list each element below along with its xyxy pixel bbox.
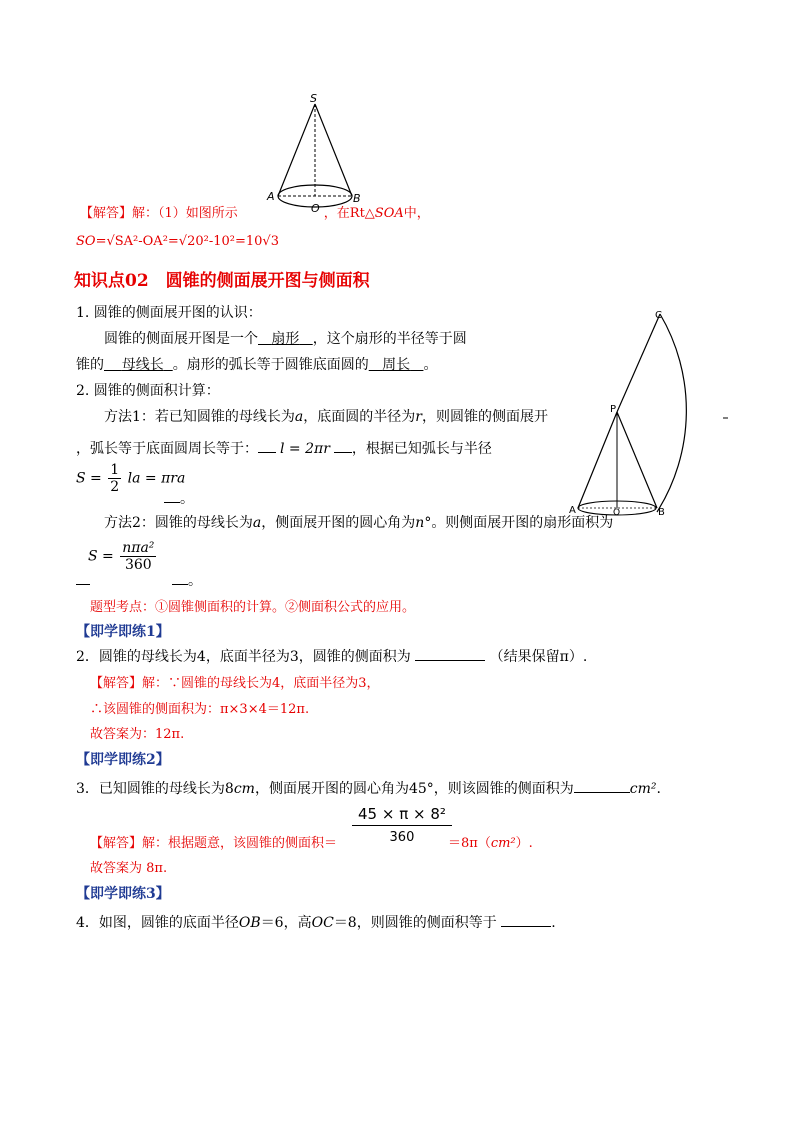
cone-net-diagram	[560, 300, 750, 530]
label-a: A	[267, 190, 275, 203]
item2-title: 2. 圆锥的侧面积计算：	[76, 383, 220, 399]
practice2-tag: 【即学即练2】	[76, 752, 170, 768]
solution-suffix: ，在Rt△	[323, 206, 375, 221]
method1-line2-a: ，弧长等于底面圆周长等于：	[76, 441, 258, 457]
label-b: B	[353, 192, 361, 205]
practice2-question	[76, 778, 661, 798]
practice2-answer-unit: cm²	[490, 836, 516, 851]
solution-mid: 中，	[403, 206, 430, 221]
method2-var: a	[252, 515, 262, 531]
net-label-p: P	[610, 404, 617, 415]
item1-line2-a: 锥的	[76, 357, 104, 373]
practice3-question-a: 4．如图，圆锥的底面半径	[76, 915, 239, 931]
method1-end-text: 。	[180, 491, 194, 507]
method1-line1	[104, 406, 570, 426]
item1-line1-a: 圆锥的侧面展开图是一个	[104, 331, 258, 347]
section-title: 知识点02 圆锥的侧面展开图与侧面积	[74, 271, 370, 291]
practice3-answer-blank	[501, 926, 551, 927]
fraction-sector	[120, 540, 156, 573]
half-den: 2	[110, 479, 120, 495]
sector-den: 360	[124, 557, 152, 573]
item1-line1	[104, 328, 467, 348]
net-label-c: C	[655, 310, 662, 321]
practice2-answer-1: 【解答】解：根据题意，该圆锥的侧面积＝	[90, 836, 338, 851]
practice1-tag: 【即学即练1】	[76, 624, 170, 640]
cone-diagram	[262, 90, 372, 218]
blank-sector-text: 扇形	[271, 331, 300, 347]
practice2-question-end: .	[656, 781, 661, 797]
method2-b: ，侧面展开图的圆心角为	[261, 515, 416, 531]
blank-generatrix-text: 母线长	[121, 357, 164, 373]
label-o: O	[311, 202, 320, 215]
method2-a: 方法2：圆锥的母线长为	[104, 515, 253, 531]
practice1-question-end: （结果保留π）.	[489, 649, 588, 665]
method2-var-n: n	[415, 515, 425, 531]
method1-line2-b: ，根据已知弧长与半径	[351, 441, 492, 457]
net-label-b: B	[658, 507, 665, 518]
so-formula-text: =√SA²-OA²=√20²-10²=10√3	[95, 234, 279, 249]
practice3-tag: 【即学即练3】	[76, 886, 170, 902]
practice3-question-end: .	[551, 915, 556, 931]
method2-end	[76, 570, 202, 590]
triangle-name: SOA	[374, 206, 404, 221]
practice1-answer-2: ∴该圆锥的侧面积为：π×3×4＝12π.	[90, 702, 310, 717]
method1-a: 方法1：若已知圆锥的母线长为	[104, 409, 295, 425]
practice2-question-a: 3．已知圆锥的母线长为8	[76, 781, 234, 797]
method2-s: S =	[88, 548, 114, 565]
so-formula	[76, 234, 279, 249]
practice1-question	[76, 646, 587, 666]
practice3-question	[76, 912, 556, 932]
practice2-answer-2: 故答案为 8π.	[90, 861, 168, 876]
practice2-answer-blank	[574, 792, 630, 793]
practice2-frac-den: 360	[389, 830, 415, 845]
practice1-answer-blank	[415, 660, 485, 661]
item1-line1-b: ，这个扇形的半径等于圆	[312, 331, 467, 347]
practice2-answer-1-end	[448, 832, 533, 851]
practice2-question-b: ，侧面展开图的圆心角为45°，则该圆锥的侧面积为	[254, 781, 574, 797]
method1-var-r: r	[415, 409, 422, 425]
practice3-question-c: ＝8，则圆锥的侧面积等于	[333, 915, 497, 931]
method2-area-formula	[88, 540, 156, 573]
practice3-question-b: ＝6，高	[260, 915, 312, 931]
practice2-answer-b: ＝8π（	[448, 836, 491, 851]
practice1-answer-1: 【解答】解：∵圆锥的母线长为4，底面半径为3，	[90, 676, 380, 691]
method2-line1	[104, 512, 614, 532]
label-s: S	[310, 92, 317, 105]
sector-num: nπa²	[122, 540, 155, 556]
practice2-question-unit: cm²	[629, 781, 657, 797]
blank-sector	[258, 331, 313, 347]
method2-end-text: 。	[188, 573, 202, 589]
fraction-half	[108, 462, 121, 495]
practice2-answer-c: ）.	[515, 836, 533, 851]
method1-end	[164, 488, 194, 508]
half-num: 1	[110, 462, 120, 478]
net-label-a: A	[569, 505, 576, 516]
item1-line2	[76, 354, 437, 374]
solution-line-1	[80, 202, 430, 221]
method2-c: °。则侧面展开图的扇形面积为	[424, 515, 614, 531]
practice2-fraction	[352, 805, 452, 845]
method1-line2	[76, 438, 570, 458]
blank-perimeter	[369, 357, 424, 373]
blank-generatrix	[104, 357, 173, 373]
method1-var-a: a	[294, 409, 304, 425]
solution-prefix: 【解答】解：（1）如图所示	[80, 206, 238, 221]
method1-b: ，底面圆的半径为	[303, 409, 416, 425]
method1-formula: l = 2πr	[280, 441, 330, 457]
method1-s: S =	[76, 470, 102, 487]
method1-c: ，则圆锥的侧面展开	[421, 409, 548, 425]
item1-line2-c: 。	[423, 357, 438, 373]
practice3-ob: OB	[238, 915, 261, 931]
practice2-unit-cm: cm	[233, 781, 255, 797]
method1-s-rest: la = πra	[127, 470, 186, 487]
exam-points: 题型考点：①圆锥侧面积的计算。②侧面积公式的应用。	[90, 600, 416, 615]
net-label-o: O	[613, 508, 621, 518]
item1-line2-b: 。扇形的弧长等于圆锥底面圆的	[172, 357, 369, 373]
practice1-answer-3: 故答案为：12π.	[90, 727, 185, 742]
practice3-oc: OC	[311, 915, 334, 931]
blank-perimeter-text: 周长	[382, 357, 411, 373]
practice2-frac-num: 45 × π × 8²	[352, 805, 452, 826]
item1-title: 1. 圆锥的侧面展开图的认识：	[76, 305, 262, 321]
practice1-question-text: 2．圆锥的母线长为4，底面半径为3，圆锥的侧面积为	[76, 649, 411, 665]
so-label: SO	[76, 234, 96, 249]
